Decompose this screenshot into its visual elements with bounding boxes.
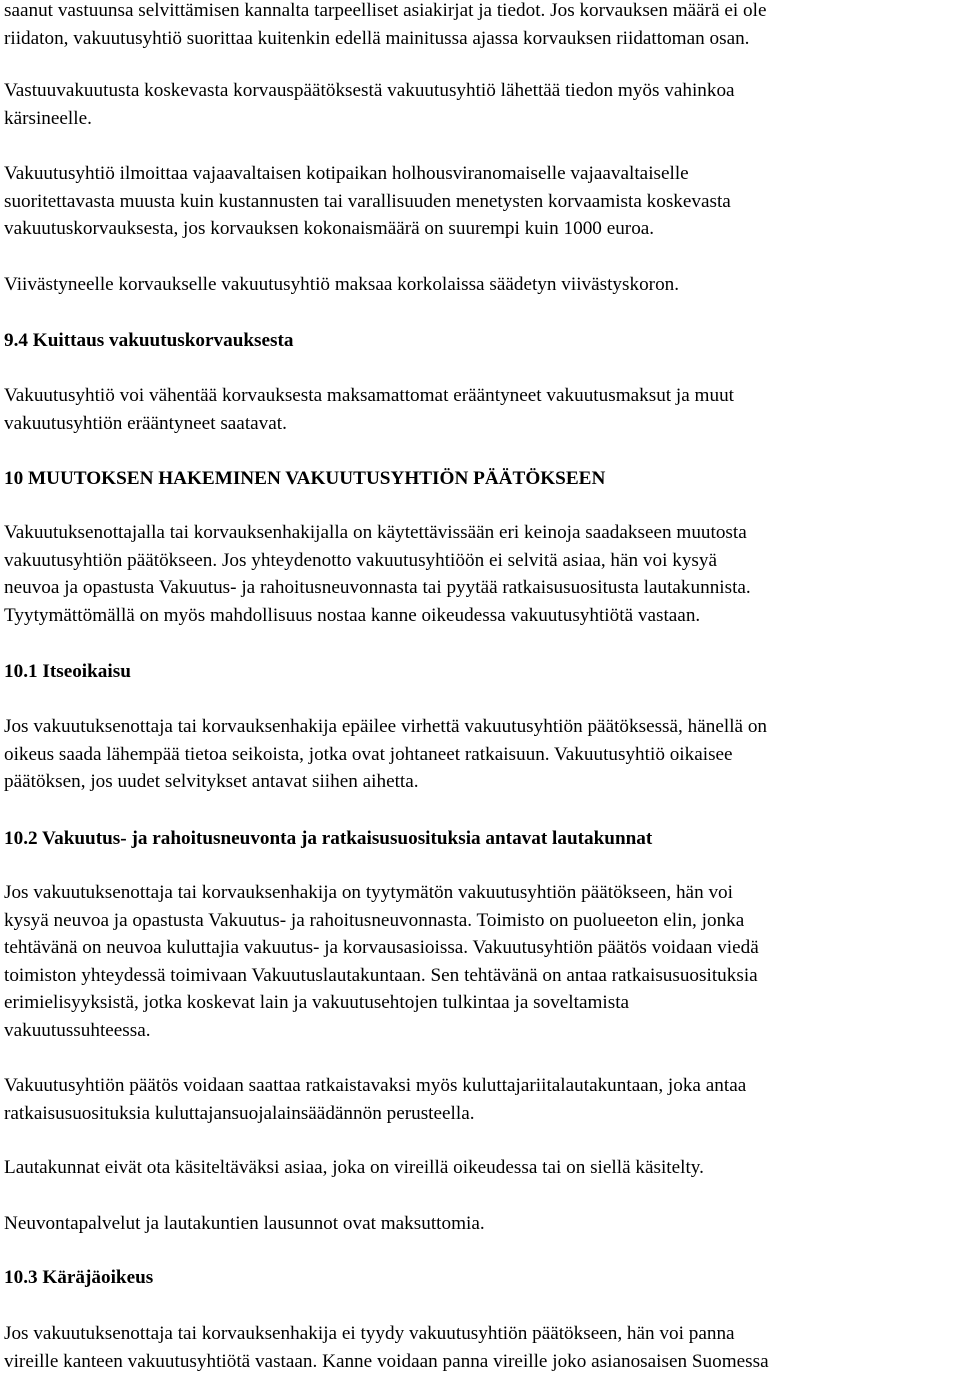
text-line: Tyytymättömällä on myös mahdollisuus nostaa kanne oikeudessa vakuutusyhtiötä vastaan. — [4, 604, 701, 626]
text-line: päätöksen, jos uudet selvitykset antavat siihen aihetta. — [4, 771, 419, 792]
text-line: tehtävänä on neuvoa kuluttajia vakuutus- ja korvausasioissa. Vakuutusyhtiön päätös voidaan viedä — [4, 937, 759, 958]
section-heading-10: 10 MUUTOKSEN HAKEMINEN VAKUUTUSYHTIÖN PÄÄTÖKSEEN — [4, 468, 606, 489]
text-line: oikeus saada lähempää tietoa seikoista, jotka ovat johtaneet ratkaisuun. Vakuutusyhtiö oikaisee — [4, 743, 733, 765]
text-line: vireille kanteen vakuutusyhtiötä vastaan. Kanne voidaan panna vireille joko asianosaisen Suomessa — [4, 1350, 769, 1372]
paragraph-late-interest — [4, 271, 960, 299]
text-line: Jos vakuutuksenottaja tai korvauksenhakija ei tyydy vakuutusyhtiön päätökseen, hän voi panna — [4, 1323, 735, 1344]
text-line: erimielisyyksistä, jotka koskevat lain ja vakuutusehtojen tulkintaa ja soveltamista — [4, 992, 630, 1013]
text-line: Jos vakuutuksenottaja tai korvauksenhakija epäilee virhettä vakuutusyhtiön päätöksessä, hänellä on — [4, 716, 768, 737]
paragraph-free-services — [4, 1210, 960, 1238]
text-line: Vakuutusyhtiön päätös voidaan saattaa ratkaistavaksi myös kuluttajariitalautakuntaan, joka antaa — [4, 1075, 747, 1096]
section-heading-10-2: 10.2 Vakuutus- ja rahoitusneuvonta ja ratkaisusuosituksia antavat lautakunnat — [4, 828, 653, 849]
text-line: Neuvontapalvelut ja lautakuntien lausunnot ovat maksuttomia. — [4, 1213, 485, 1234]
paragraph-district-court — [4, 1320, 960, 1375]
paragraph-offset — [4, 382, 960, 437]
paragraph-appeal-options — [4, 519, 960, 629]
text-line: Viivästyneelle korvaukselle vakuutusyhtiö maksaa korkolaissa säädetyn viivästyskoron. — [4, 274, 680, 295]
text-line: Vastuuvakuutusta koskevasta korvauspäätöksestä vakuutusyhtiö lähettää tiedon myös vahinkoa — [4, 80, 735, 101]
text-line: saanut vastuunsa selvittämisen kannalta tarpeelliset asiakirjat ja tiedot. Jos korvauksen määrä ei ole — [4, 0, 767, 21]
text-line: Jos vakuutuksenottaja tai korvauksenhakija on tyytymätön vakuutusyhtiön päätökseen, hän voi — [4, 882, 733, 903]
paragraph-pending-cases — [4, 1154, 960, 1182]
section-heading-10-3: 10.3 Käräjäoikeus — [4, 1267, 154, 1288]
paragraph-advisory-boards — [4, 879, 960, 1044]
text-line: vakuutuskorvauksesta, jos korvauksen kokonaismäärä on suurempi kuin 1000 euroa. — [4, 218, 655, 239]
paragraph-compensation-deadline — [4, 0, 960, 52]
text-line: Vakuutuksenottajalla tai korvauksenhakijalla on käytettävissään eri keinoja saadakseen muutosta — [4, 522, 747, 543]
paragraph-consumer-disputes-board — [4, 1072, 960, 1127]
text-line: vakuutusyhtiön erääntyneet saatavat. — [4, 412, 287, 434]
text-line: riidaton, vakuutusyhtiö suorittaa kuitenkin edellä mainitussa ajassa korvauksen riidattoman osan. — [4, 27, 750, 49]
paragraph-guardianship-notice — [4, 160, 960, 243]
text-line: Vakuutusyhtiö ilmoittaa vajaavaltaisen kotipaikan holhousviranomaiselle vajaavaltaiselle — [4, 163, 689, 184]
text-line: vakuutussuhteessa. — [4, 1019, 151, 1041]
text-line: toimiston yhteydessä toimivaan Vakuutuslautakuntaan. Sen tehtävänä on antaa ratkaisusuosituksia — [4, 964, 758, 986]
section-heading-10-1: 10.1 Itseoikaisu — [4, 661, 131, 682]
text-line: ratkaisusuosituksia kuluttajansuojalainsäädännön perusteella. — [4, 1102, 475, 1124]
text-line: neuvoa ja opastusta Vakuutus- ja rahoitusneuvonnasta tai pyytää ratkaisusuositusta lautakunnista. — [4, 577, 751, 598]
text-line: kärsineelle. — [4, 107, 92, 129]
text-line: kysyä neuvoa ja opastusta Vakuutus- ja rahoitusneuvonnasta. Toimisto on puolueeton elin, jonka — [4, 909, 745, 931]
text-line: suoritettavasta muusta kuin kustannusten tai varallisuuden menetysten korvaamista koskevasta — [4, 190, 731, 212]
paragraph-liability-notice — [4, 77, 960, 132]
text-line: Lautakunnat eivät ota käsiteltäväksi asiaa, joka on vireillä oikeudessa tai on siellä käsitelty. — [4, 1157, 704, 1178]
text-line: vakuutusyhtiön päätökseen. Jos yhteydenotto vakuutusyhtiöön ei selvitä asiaa, hän voi kysyä — [4, 549, 718, 571]
paragraph-self-correction — [4, 713, 960, 796]
section-heading-9-4: 9.4 Kuittaus vakuutuskorvauksesta — [4, 330, 294, 351]
text-line: Vakuutusyhtiö voi vähentää korvauksesta maksamattomat erääntyneet vakuutusmaksut ja muut — [4, 385, 735, 406]
